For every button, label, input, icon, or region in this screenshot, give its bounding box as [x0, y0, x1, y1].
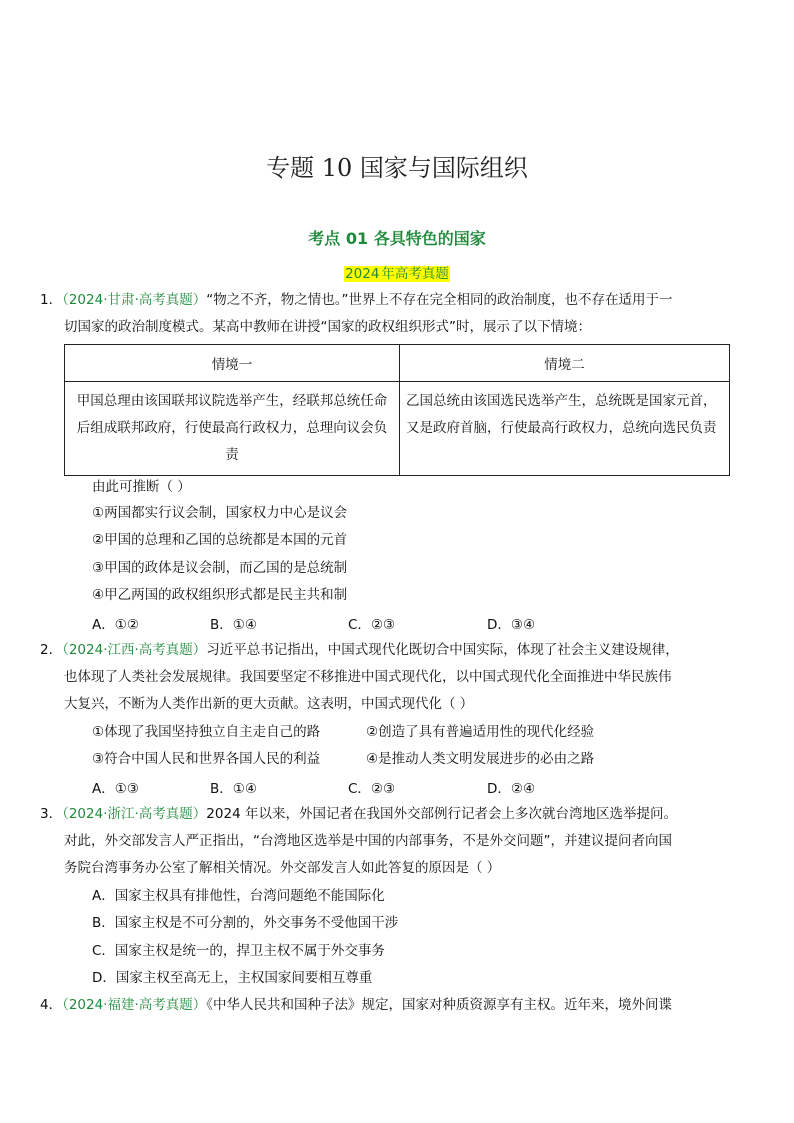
question-source: （2024·甘肃·高考真题）	[62, 292, 207, 308]
situation-table	[64, 344, 730, 476]
question-text: 《中华人民共和国种子法》规定，国家对种质资源享有主权。近年来，境外间谍	[206, 997, 673, 1013]
question-2-option-a: A．①③	[92, 781, 139, 797]
question-2-line-3: 大复兴，不断为人类作出新的更大贡献。这表明，中国式现代化（ ）	[64, 696, 474, 712]
question-2-item-1: ①体现了我国坚持独立自主走自己的路	[92, 724, 321, 740]
question-number: 3．	[40, 806, 63, 822]
question-3-line-2: 对此，外交部发言人严正指出，“台湾地区选举是中国的内部事务，不是外交问题”，并建议提问者向国	[64, 833, 672, 849]
question-number: 1．	[40, 292, 63, 308]
question-source: （2024·浙江·高考真题）	[62, 806, 207, 822]
question-3-option-d: D．国家主权至高无上，主权国家间要相互尊重	[92, 970, 373, 986]
section-heading: 考点 01 各具特色的国家	[308, 229, 486, 248]
table-cell-1: 甲国总理由该国联邦议院选举产生，经联邦总统任命后组成联邦政府，行使最高行政权力，总理向议会负责	[65, 382, 400, 476]
question-3-line-3: 务院台湾事务办公室了解相关情况。外交部发言人如此答复的原因是（ ）	[64, 860, 501, 876]
question-1-line-2: 切国家的政治制度模式。某高中教师在讲授“国家的政权组织形式”时，展示了以下情境：	[64, 319, 591, 335]
question-2-item-4: ④是推动人类文明发展进步的必由之路	[366, 751, 595, 767]
question-1-stem: 由此可推断（ ）	[92, 479, 191, 495]
year-heading	[0, 262, 794, 282]
question-2-option-c: C．②③	[348, 781, 396, 797]
question-2-line-2: 也体现了人类社会发展规律。我国要坚定不移推进中国式现代化，以中国式现代化全面推进中华民族伟	[64, 669, 672, 685]
question-2-option-d: D．②④	[487, 781, 536, 797]
question-1-option-d: D．③④	[487, 617, 536, 633]
question-3-option-c: C．国家主权是统一的，捍卫主权不属于外交事务	[92, 943, 385, 959]
question-2-item-3: ③符合中国人民和世界各国人民的利益	[92, 751, 321, 767]
table-cell-2: 乙国总统由该国选民选举产生，总统既是国家元首，又是政府首脑，行使最高行政权力，总统向选民负责	[400, 382, 730, 476]
question-2-item-2: ②创造了具有普遍适用性的现代化经验	[366, 724, 595, 740]
question-1-line-1	[40, 290, 673, 310]
year-heading-rest: 年高考真题	[381, 266, 449, 282]
question-1-option-a: A．①②	[92, 617, 139, 633]
question-1-item-2: ②甲国的总理和乙国的总统都是本国的元首	[92, 532, 348, 548]
question-1-item-4: ④甲乙两国的政权组织形式都是民主共和制	[92, 587, 348, 603]
question-number: 2．	[40, 642, 63, 658]
question-3-line-1	[40, 804, 677, 824]
question-1-option-c: C．②③	[348, 617, 396, 633]
question-source: （2024·江西·高考真题）	[62, 642, 207, 658]
question-1-option-b: B．①④	[210, 617, 257, 633]
question-1-item-3: ③甲国的政体是议会制，而乙国的是总统制	[92, 560, 348, 576]
question-number: 4．	[40, 997, 63, 1013]
question-4-line-1	[40, 995, 672, 1015]
question-3-option-b: B．国家主权是不可分割的，外交事务不受他国干涉	[92, 915, 399, 931]
question-source: （2024·福建·高考真题）	[62, 997, 207, 1013]
year-highlight: 2024	[345, 266, 380, 282]
question-text: “物之不齐，物之情也。”世界上不存在完全相同的政治制度，也不存在适用于一	[206, 292, 673, 308]
page-title: 专题 10 国家与国际组织	[266, 154, 528, 182]
question-2-line-1	[40, 640, 679, 660]
question-text: 2024 年以来，外国记者在我国外交部例行记者会上多次就台湾地区选举提问。	[206, 806, 677, 822]
question-3-option-a: A．国家主权具有排他性，台湾问题绝不能国际化	[92, 888, 385, 904]
table-header-2: 情境二	[400, 345, 730, 382]
question-1-item-1: ①两国都实行议会制，国家权力中心是议会	[92, 505, 348, 521]
question-text: 习近平总书记指出，中国式现代化既切合中国实际，体现了社会主义建设规律，	[206, 642, 679, 658]
table-header-1: 情境一	[65, 345, 400, 382]
question-2-option-b: B．①④	[210, 781, 257, 797]
